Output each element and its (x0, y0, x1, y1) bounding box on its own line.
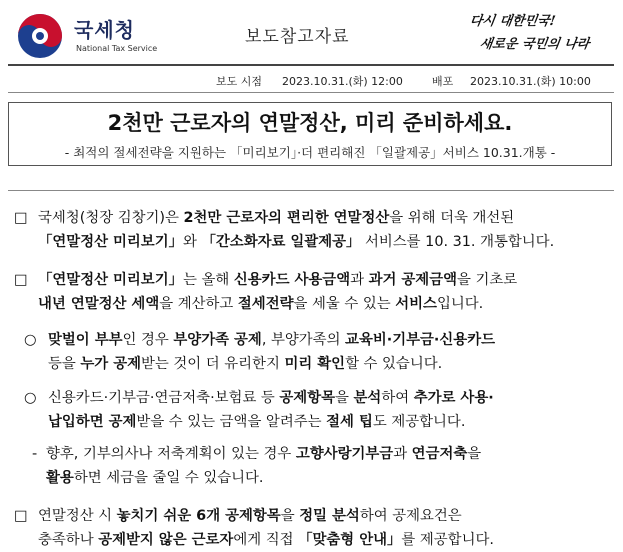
text-run-bold: 「연말정산 미리보기」 (38, 234, 184, 250)
slogan-line1: 다시 대한민국! (468, 14, 557, 29)
paragraph-line (32, 466, 604, 490)
square-bullet-icon: □ (14, 272, 28, 288)
text-run-bold: 내년 연말정산 세액 (38, 296, 160, 312)
text-run-bold: 과거 공제금액 (368, 272, 458, 288)
text-run-bold: 절세 팁 (326, 414, 373, 430)
paragraph-line (14, 206, 604, 230)
taegeuk-logo-icon (16, 12, 64, 60)
paragraph-line (14, 504, 604, 528)
page-subtitle: - 최적의 절세전략을 지원하는 「미리보기」·더 편리해진 「일괄제공」서비스 10.31.개통 - (64, 145, 556, 160)
distribute-label: 배포 (432, 75, 454, 88)
text-run: 등을 (48, 356, 81, 372)
paragraph-line (14, 292, 604, 316)
text-run-bold: 서비스 (395, 296, 437, 312)
text-run-bold: 맞벌이 부부 (48, 332, 123, 348)
square-bullet-icon: □ (14, 210, 28, 226)
text-run: 과 (393, 446, 412, 462)
text-run: 받을 수 있는 금액을 알려주는 (136, 414, 327, 430)
slogan (470, 10, 610, 56)
text-run: 연말정산 시 (38, 508, 117, 524)
text-run: 신용카드·기부금·연금저축·보험료 등 (48, 390, 280, 406)
text-run: 국세청(청장 김창기)은 (38, 210, 184, 226)
paragraph-3 (24, 328, 604, 376)
paragraph-line (32, 442, 604, 466)
text-run: 인 경우 (122, 332, 174, 348)
text-run: 도 제공합니다. (372, 414, 466, 430)
paragraph-line (24, 352, 604, 376)
text-run-bold: 누가 공제 (80, 356, 142, 372)
title-divider (8, 190, 614, 191)
slogan-line2: 새로운 국민의 나라 (478, 37, 591, 52)
text-run: 하여 공제요건은 (359, 508, 462, 524)
text-run: 을 (467, 446, 482, 462)
doc-type: 보도참고자료 (245, 27, 350, 47)
paragraph-2 (14, 268, 604, 316)
dates-divider (8, 92, 614, 93)
paragraph-line (24, 386, 604, 410)
text-run: 충족하나 (38, 532, 99, 548)
paragraph-1 (14, 206, 604, 254)
text-run: 할 수 있습니다. (345, 356, 443, 372)
text-run: 을 (280, 508, 300, 524)
text-run-bold: 정밀 분석 (299, 508, 360, 524)
text-run: 을 계산하고 (159, 296, 238, 312)
page-title: 2천만 근로자의 연말정산, 미리 준비하세요. (107, 111, 513, 135)
header (0, 0, 623, 64)
org-name-en: National Tax Service (76, 44, 158, 53)
text-run-bold: 부양가족 공제 (173, 332, 262, 348)
text-run-bold: 놓치기 쉬운 6개 공제항목 (116, 508, 281, 524)
text-run: 와 (183, 234, 202, 250)
paragraph-line (14, 230, 604, 254)
paragraph-line (24, 410, 604, 434)
text-run-bold: 활용 (46, 470, 74, 486)
text-run-bold: 분석 (353, 390, 382, 406)
square-bullet-icon: □ (14, 508, 28, 524)
report-label: 보도 시점 (216, 75, 263, 88)
text-run-bold: 「연말정산 미리보기」 (38, 272, 184, 288)
circle-bullet-icon: ○ (24, 390, 37, 406)
header-divider (8, 64, 614, 66)
text-run-bold: 공제받지 않은 근로자 (98, 532, 234, 548)
text-run: 하면 세금을 줄일 수 있습니다. (73, 470, 264, 486)
text-run: 를 제공합니다. (401, 532, 494, 548)
title-box (8, 102, 612, 166)
text-run-bold: 미리 확인 (284, 356, 346, 372)
report-time: 2023.10.31.(화) 12:00 (282, 75, 403, 88)
nts-logo (16, 10, 176, 60)
text-run-bold: 절세전략 (237, 296, 294, 312)
text-run-bold: 추가로 사용· (413, 390, 494, 406)
text-run: 입니다. (436, 296, 484, 312)
paragraph-line (24, 328, 604, 352)
text-run: 서비스를 10. 31. 개통합니다. (360, 234, 555, 250)
text-run-bold: 연금저축 (411, 446, 468, 462)
paragraph-6 (14, 504, 604, 552)
paragraph-5 (32, 442, 604, 490)
text-run-bold: 공제항목 (279, 390, 336, 406)
text-run: 에게 직접 (233, 532, 299, 548)
paragraph-4 (24, 386, 604, 434)
text-run-bold: 교육비·기부금·신용카드 (345, 332, 495, 348)
distribute-time: 2023.10.31.(화) 10:00 (470, 75, 591, 88)
text-run: 과 (350, 272, 369, 288)
text-run: 을 위해 더욱 개선된 (389, 210, 515, 226)
text-run: 받는 것이 더 유리한지 (141, 356, 285, 372)
text-run: 하여 (381, 390, 414, 406)
text-run-bold: 고향사랑기부금 (295, 446, 394, 462)
text-run: 향후, 기부의사나 저축계획이 있는 경우 (46, 446, 296, 462)
text-run: 을 세울 수 있는 (293, 296, 396, 312)
text-run-bold: 납입하면 공제 (48, 414, 137, 430)
text-run-bold: 2천만 근로자의 편리한 연말정산 (183, 210, 390, 226)
circle-bullet-icon: ○ (24, 332, 37, 348)
paragraph-line (14, 268, 604, 292)
text-run-bold: 「맞춤형 안내」 (298, 532, 402, 548)
text-run: 을 기초로 (457, 272, 518, 288)
org-name: 국세청 (74, 18, 135, 42)
dash-bullet-icon: - (32, 446, 38, 462)
text-run: 을 (335, 390, 354, 406)
text-run: 는 올해 (183, 272, 234, 288)
text-run: , 부양가족의 (261, 332, 346, 348)
text-run-bold: 「간소화자료 일괄제공」 (201, 234, 361, 250)
text-run-bold: 신용카드 사용금액 (233, 272, 351, 288)
paragraph-line (14, 528, 604, 552)
